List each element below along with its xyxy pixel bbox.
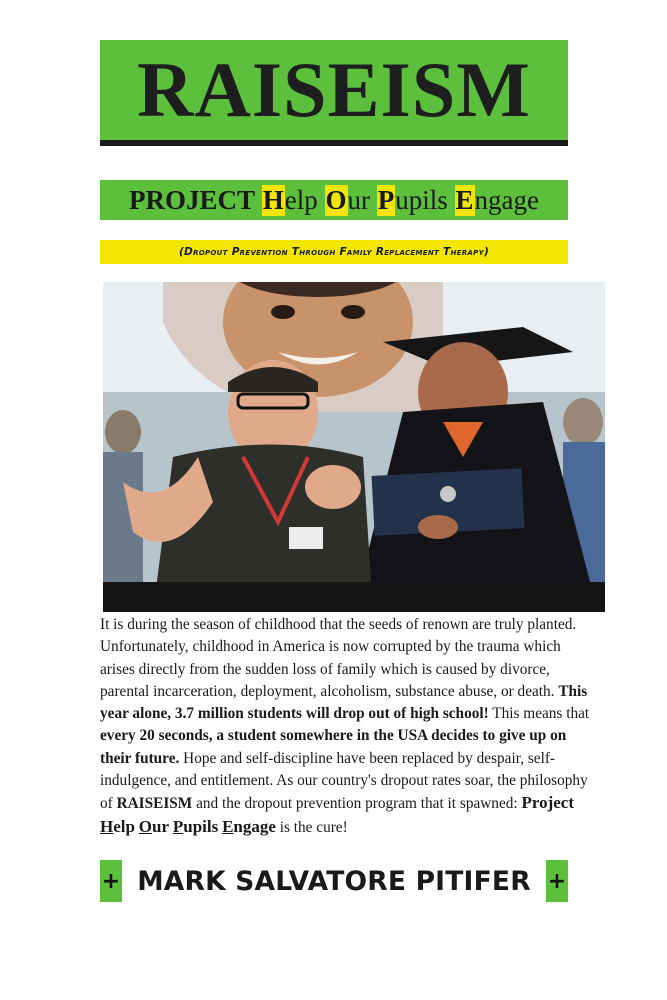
body-s2-bold: This year alone, 3.7 million students will drop out of high school! (100, 682, 588, 723)
body-initial-p: P (172, 816, 184, 836)
body-s9: is the cure! (279, 818, 348, 836)
initial-e: E (455, 184, 474, 215)
word-engage-rest: ngage (474, 184, 540, 215)
plus-icon-left: + (100, 860, 122, 902)
body-initial-o: O (138, 816, 153, 836)
body-s5: Hope and self-discipline have been replaced by despair, self-indulgence, and entitlement. As our country's dropout rates soar, the philosophy of (100, 749, 588, 813)
body-paragraph (100, 614, 590, 839)
body-initial-e: E (222, 816, 234, 836)
body-s3: This means that (492, 705, 590, 723)
body-word-our-rest: ur (152, 816, 170, 836)
word-help-rest: elp (284, 184, 318, 215)
author-row (100, 860, 568, 902)
word-our-rest: ur (347, 184, 371, 215)
body-project-label: Project (521, 793, 575, 813)
body-word-engage-rest: ngage (233, 816, 276, 836)
body-s1: It is during the season of childhood that the seeds of renown are truly planted. Unfortunately, childhood in America is now corrupted by the trauma which arises directly from the sudden loss of family which is caused by divorce, parental incarceration, deployment, alcoholism, substance abuse, or death. (100, 616, 577, 700)
body-word-pupils-rest: upils (183, 816, 219, 836)
project-banner (100, 180, 568, 220)
body-initial-h: H (100, 816, 114, 836)
cover-photo (103, 282, 605, 612)
book-title: RAISEISM (137, 46, 531, 133)
body-s4-bold: every 20 seconds, a student somewhere in the USA decides to give up on their future. (100, 727, 567, 767)
plus-icon-right: + (546, 860, 568, 902)
body-s7: and the dropout prevention program that it spawned: (196, 795, 518, 813)
word-pupils-rest: upils (395, 184, 448, 215)
initial-h: H (262, 184, 284, 215)
subtitle-text: (Dropout Prevention Through Family Replacement Therapy) (178, 246, 490, 258)
title-banner (100, 40, 568, 146)
initial-p: P (377, 184, 395, 215)
author-name: MARK SALVATORE PITIFER (137, 865, 531, 897)
body-word-help-rest: elp (113, 816, 135, 836)
project-prefix: PROJECT (128, 184, 255, 215)
subtitle-banner (100, 240, 568, 264)
body-s6-bold: RAISEISM (116, 795, 193, 813)
initial-o: O (325, 184, 347, 215)
